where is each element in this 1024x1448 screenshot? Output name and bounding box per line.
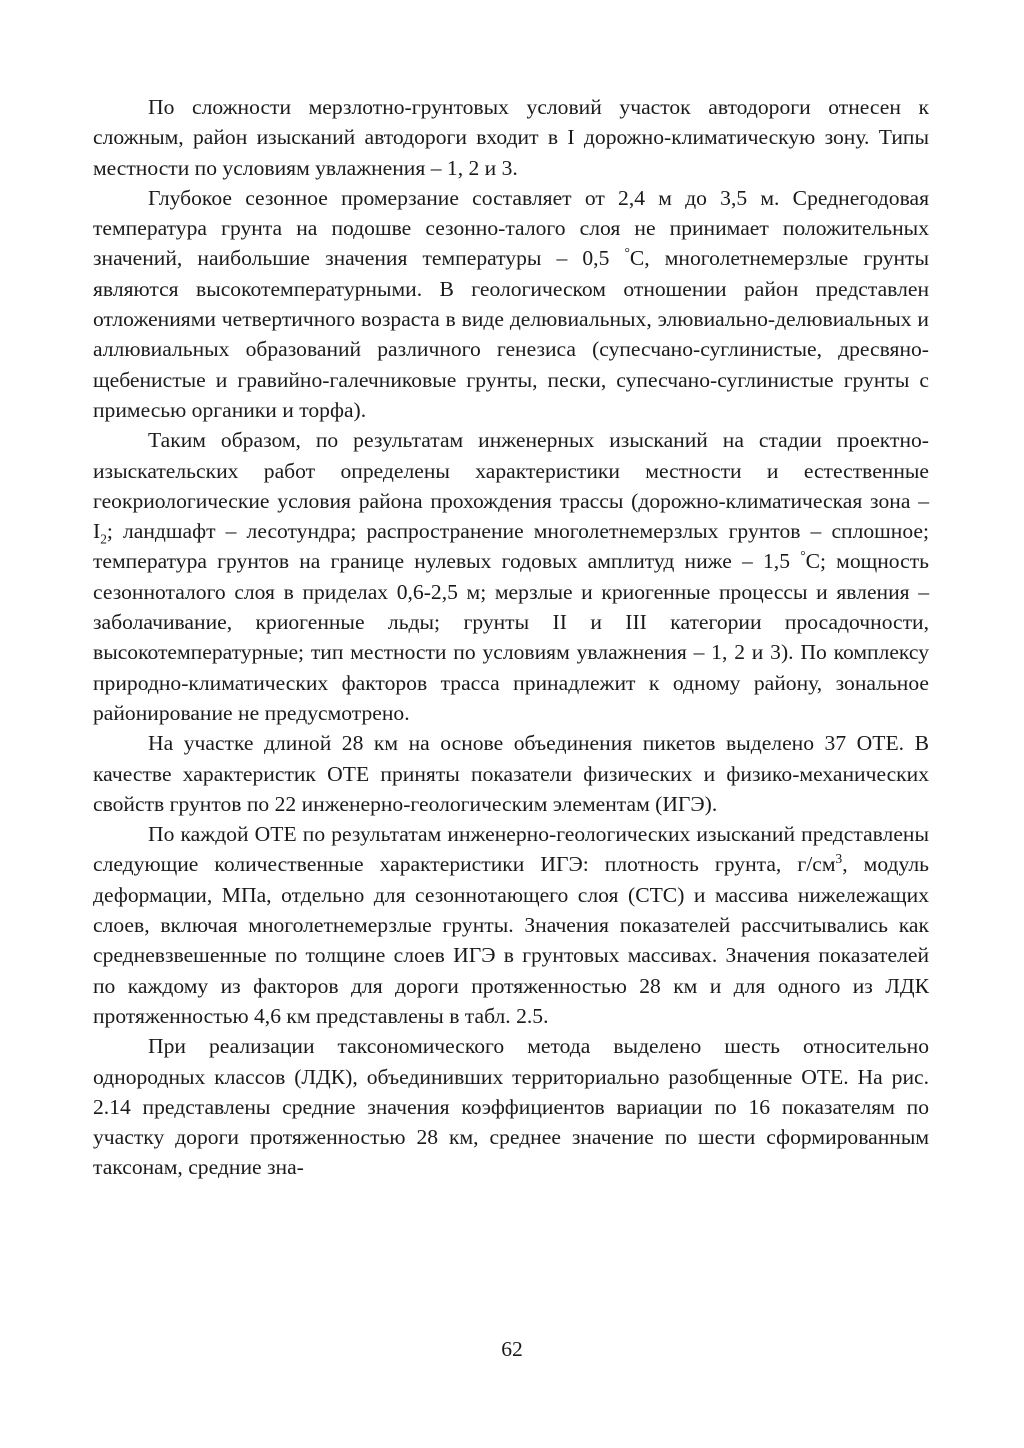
paragraph (93, 425, 929, 728)
degree-sign: ° (800, 548, 806, 564)
degree-sign: ° (624, 245, 630, 261)
paragraph: На участке длиной 28 км на основе объединения пикетов выделено 37 ОТЕ. В качестве характеристик ОТЕ приняты показатели физических и физико-механических свойств грунтов по 22 инженерно-геологическим элементам (ИГЭ). (93, 731, 929, 816)
paragraph: По сложности мерзлотно-грунтовых условий участок автодороги отнесен к сложным, район изысканий автодороги входит в I дорожно-климатическую зону. Типы местности по условиям увлажнения – 1, 2 и 3. (93, 95, 929, 180)
paragraph (93, 819, 929, 1031)
superscript: 3 (835, 851, 843, 867)
paragraph-text: , модуль деформации, МПа, отдельно для сезоннотающего слоя (СТС) и массива нижележащих слоев, включая многолетнемерзлые грунты. Значения показателей рассчитывались как средневзвешенные по толщине слоев ИГЭ в грунтовых массивах. Значения показателей по каждому из факторов для дороги протяженностью 28 км и для одного из ЛДК протяженностью 4,6 км представлены в табл. 2.5. (93, 852, 929, 1028)
subscript: 2 (100, 531, 107, 547)
paragraph-text: ; ландшафт – лесотундра; распространение многолетнемерзлых грунтов – сплошное; температура грунтов на границе нулевых годовых амплитуд ниже – 1,5 (93, 519, 929, 574)
paragraph-text: С; мощность сезонноталого слоя в приделах 0,6-2,5 м; мерзлые и криогенные процессы и явления – заболачивание, криогенные льды; грунты II и III категории просадочности, высокотемпературные; тип местности по условиям увлажнения – 1, 2 и 3). По комплексу природно-климатических факторов трасса принадлежит к одному району, зональное районирование не предусмотрено. (93, 549, 929, 725)
paragraph-text: По каждой ОТЕ по результатам инженерно-геологических изысканий представлены следующие количественные характеристики ИГЭ: плотность грунта, г/см (93, 822, 929, 877)
body-text (93, 92, 929, 1183)
page-number: 62 (501, 1337, 523, 1361)
paragraph-text: Таким образом, по результатам инженерных изысканий на стадии проектно-изыскательских работ определены характеристики местности и естественные геокриологические условия района прохождения трассы (дорожно-климатическая зона – I (93, 428, 929, 544)
paragraph-text: С, многолетнемерзлые грунты являются высокотемпературными. В геологическом отношении район представлен отложениями четвертичного возраста в виде делювиальных, элювиально-делювиальных и аллювиальных образований различного генезиса (супесчано-суглинистые, дресвяно-щебенистые и гравийно-галечниковые грунты, пески, супесчано-суглинистые грунты с примесью органики и торфа). (93, 246, 930, 422)
paragraph: При реализации таксономического метода выделено шесть относительно однородных классов (ЛДК), объединивших территориально разобщенные ОТЕ. На рис. 2.14 представлены средние значения коэффициентов вариации по 16 показателям по участку дороги протяженностью 28 км, среднее значение по шести сформированным таксонам, средние зна- (93, 1034, 929, 1180)
paragraph-text: Глубокое сезонное промерзание составляет от 2,4 м до 3,5 м. Среднегодовая температура грунта на подошве сезонно-талого слоя не принимает положительных значений, наибольшие значения температуры – 0,5 (93, 185, 929, 271)
paragraph (93, 183, 929, 425)
